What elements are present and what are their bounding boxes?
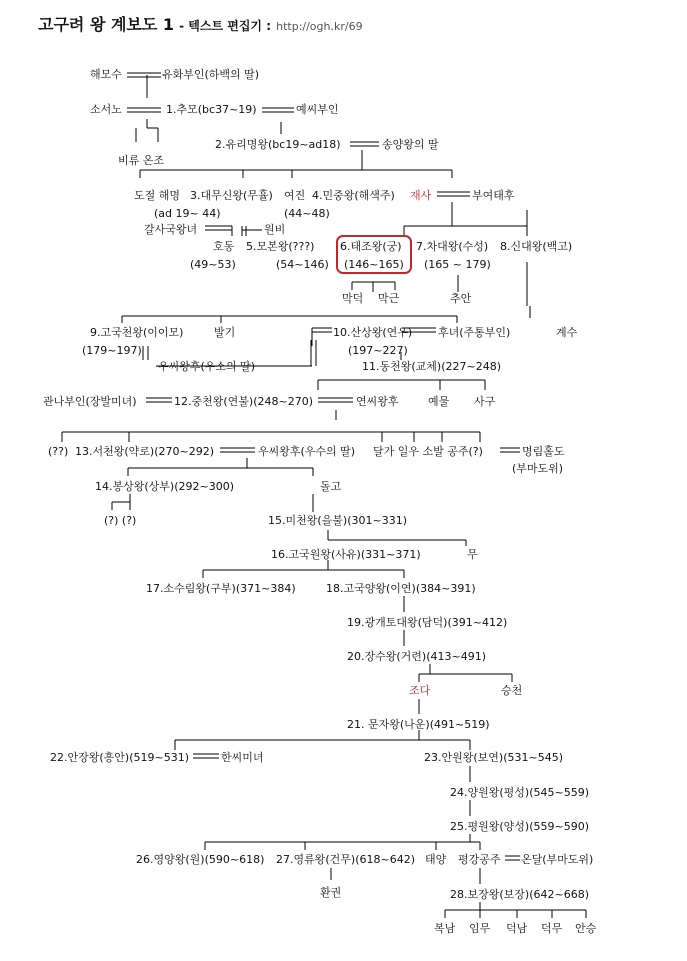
node-gogukcheon-years: (179~197) xyxy=(82,344,142,357)
node-yangwon: 24.양원왕(평성)(545~559) xyxy=(450,786,589,799)
node-taejo-years: (146~165) xyxy=(344,258,404,271)
node-pyeonggang: 평강공주 xyxy=(458,853,501,866)
node-hodong-years: (49~53) xyxy=(190,258,236,271)
node-yemul: 예물 xyxy=(428,395,450,408)
node-micheon: 15.미천왕(을불)(301~331) xyxy=(268,514,407,527)
node-sindae: 8.신대왕(백고) xyxy=(500,240,573,253)
node-sagu: 사구 xyxy=(474,395,496,408)
node-boknam: 복남 xyxy=(434,922,456,935)
node-anjang: 22.안장왕(흥안)(519~531) xyxy=(50,751,189,764)
node-makgeun: 막근 xyxy=(378,292,400,305)
node-myeongnim: 명림홀도 xyxy=(522,445,565,458)
node-immu: 임무 xyxy=(469,922,491,935)
node-bojang: 28.보장왕(보장)(642~668) xyxy=(450,888,589,901)
node-mobon: 5.모본왕(???) xyxy=(246,240,315,253)
node-ansung: 안승 xyxy=(575,922,597,935)
node-galsa-queen: 갈사국왕녀 xyxy=(144,223,198,236)
node-uqueen1: 우씨왕후(우소의 딸) xyxy=(158,360,256,373)
node-gogukcheon: 9.고국천왕(이이모) xyxy=(90,326,184,339)
node-minjung-years: (44~48) xyxy=(284,207,330,220)
node-unknown: (??) xyxy=(48,445,69,458)
page-title: 고구려 왕 계보도 1 xyxy=(38,15,175,34)
node-seungcheon: 승천 xyxy=(501,684,523,697)
node-chuan: 추안 xyxy=(450,292,472,305)
node-joda: 조다 xyxy=(409,684,431,697)
node-sansang: 10.산상왕(연우) xyxy=(333,326,413,339)
node-chumo: 1.추모(bc37~19) xyxy=(166,103,257,116)
node-hunyeo: 후녀(주통부인) xyxy=(438,326,511,339)
node-dongcheon: 11.동천왕(교체)(227~248) xyxy=(362,360,501,373)
node-ondal: 온달(부마도위) xyxy=(521,853,594,866)
node-unknown2: (?) (?) xyxy=(104,514,137,527)
node-gogukyang: 18.고국양왕(이연)(384~391) xyxy=(326,582,476,595)
node-wonbi: 원비 xyxy=(264,223,286,236)
node-makdeok: 막덕 xyxy=(342,292,364,305)
node-yeojin: 여진 xyxy=(284,189,306,202)
node-yeongnyu: 27.영류왕(건무)(618~642) xyxy=(276,853,415,866)
node-gwanggaeto: 19.광개토대왕(담덕)(391~412) xyxy=(347,616,508,629)
node-hodong: 호동 xyxy=(213,240,235,253)
node-soseono: 소서노 xyxy=(90,103,122,116)
node-yeonssi: 연씨왕후 xyxy=(356,395,399,408)
node-chadae: 7.차대왕(수성) xyxy=(416,240,489,253)
node-minjung: 4.민중왕(해색주) xyxy=(312,189,395,202)
node-anwon: 23.안원왕(보연)(531~545) xyxy=(424,751,563,764)
node-gyesu: 계수 xyxy=(556,326,578,339)
node-bumadowi1: (부마도위) xyxy=(512,462,564,475)
node-balgi: 발기 xyxy=(214,326,236,339)
node-uqueen2: 우씨왕후(우수의 딸) xyxy=(258,445,356,458)
node-yuri: 2.유리명왕(bc19~ad18) xyxy=(215,138,341,151)
node-pyeongwon: 25.평원왕(양성)(559~590) xyxy=(450,820,589,833)
node-sosurim: 17.소수림왕(구부)(371~384) xyxy=(146,582,296,595)
node-sansang-years: (197~227) xyxy=(348,344,408,357)
node-yessi: 예씨부인 xyxy=(296,103,339,116)
node-biryu-onjo: 비류 온조 xyxy=(118,154,165,167)
node-jangsu: 20.장수왕(거련)(413~491) xyxy=(347,650,486,663)
node-deokmu: 덕무 xyxy=(541,922,563,935)
node-daemusin-years: (ad 19~ 44) xyxy=(154,207,221,220)
node-haemosu: 해모수 xyxy=(90,68,122,81)
node-deoknam: 덕남 xyxy=(506,922,528,935)
source-link[interactable]: http://ogh.kr/69 xyxy=(276,20,363,33)
node-yeongyang: 26.영양왕(원)(590~618) xyxy=(136,853,265,866)
node-taeyang: 태양 xyxy=(425,853,447,866)
node-buyeo-taehu: 부여태후 xyxy=(472,189,515,202)
node-gwanna: 관나부인(장발미녀) xyxy=(43,395,137,408)
node-dojeol-haemyeong: 도절 해명 xyxy=(134,189,181,202)
node-munja: 21. 문자왕(나운)(491~519) xyxy=(347,718,490,731)
node-jaesa: 재사 xyxy=(410,189,432,202)
node-mobon-years: (54~146) xyxy=(276,258,329,271)
node-songyang-daughter: 송양왕의 딸 xyxy=(382,138,439,151)
node-mu: 무 xyxy=(467,548,478,561)
node-taejo: 6.태조왕(궁) xyxy=(340,240,402,253)
node-chadae-years: (165 ~ 179) xyxy=(424,258,491,271)
node-bongsang: 14.봉상왕(상부)(292~300) xyxy=(95,480,234,493)
node-hwangwon: 환권 xyxy=(320,886,342,899)
node-hanssi: 한씨미녀 xyxy=(221,751,264,764)
node-jungcheon: 12.중천왕(연불)(248~270) xyxy=(174,395,313,408)
node-seocheon: 13.서천왕(약로)(270~292) xyxy=(75,445,214,458)
node-gogukwon: 16.고국원왕(사유)(331~371) xyxy=(271,548,421,561)
node-dalga-group: 달가 일우 소발 공주(?) xyxy=(373,445,483,458)
node-yuhwa: 유화부인(하백의 딸) xyxy=(162,68,260,81)
page-subtitle: - 텍스트 편집기 : xyxy=(179,19,272,33)
node-daemusin: 3.대무신왕(무휼) xyxy=(190,189,273,202)
node-dolgo: 돌고 xyxy=(320,480,342,493)
